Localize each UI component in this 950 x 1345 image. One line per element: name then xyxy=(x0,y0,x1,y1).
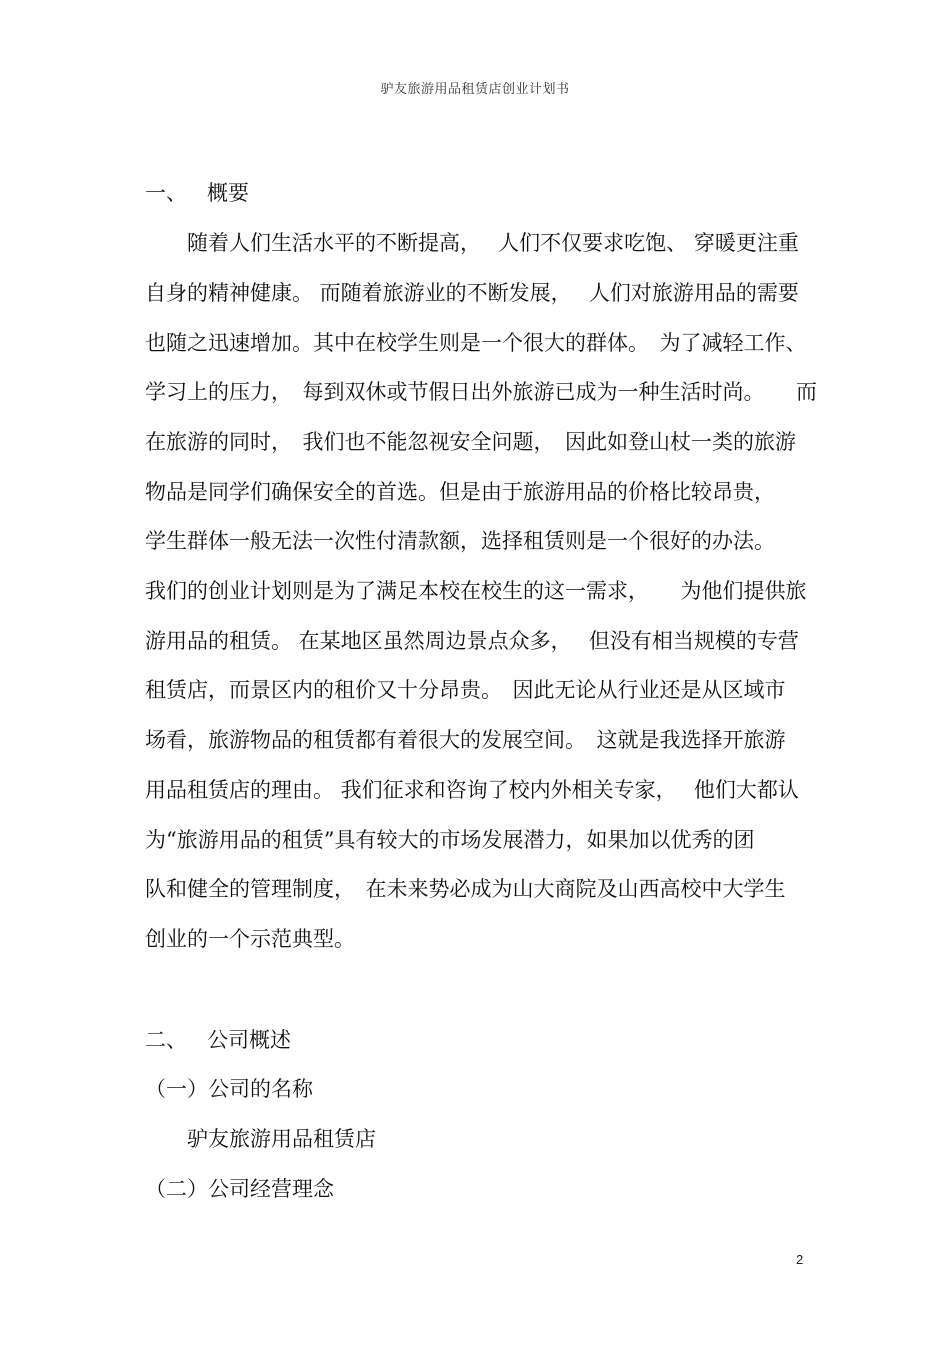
paragraph-line: 在旅游的同时， 我们也不能忽视安全问题， 因此如登山杖一类的旅游 xyxy=(145,430,796,454)
section-2-number: 二、 xyxy=(145,1028,187,1052)
section-1-title: 概要 xyxy=(207,181,249,205)
paragraph-line: 场看，旅游物品的租赁都有着很大的发展空间。 这就是我选择开旅游 xyxy=(145,728,786,752)
paragraph-line: 创业的一个示范典型。 xyxy=(145,927,355,951)
paragraph-line: 学习上的压力， 每到双休或节假日出外旅游已成为一种生活时尚。 而 xyxy=(145,380,817,404)
section-1-number: 一、 xyxy=(145,181,187,205)
paragraph-line: 自身的精神健康。 而随着旅游业的不断发展， 人们对旅游用品的需要 xyxy=(145,281,799,305)
paragraph-line: 为“旅游用品的租赁”具有较大的市场发展潜力，如果加以优秀的团 xyxy=(145,828,755,852)
paragraph-line: 队和健全的管理制度， 在未来势必成为山大商院及山西高校中大学生 xyxy=(145,877,786,901)
section-1-heading xyxy=(145,180,835,206)
subsection-title: （一）公司的名称 xyxy=(145,1077,313,1101)
subsection-title: （二）公司经营理念 xyxy=(145,1177,334,1201)
company-name: 驴友旅游用品租赁店 xyxy=(187,1127,376,1151)
paragraph-line: 我们的创业计划则是为了满足本校在校生的这一需求， 为他们提供旅 xyxy=(145,579,807,603)
paragraph-line: 随着人们生活水平的不断提高， 人们不仅要求吃饱、 穿暖更注重 xyxy=(187,231,799,255)
paragraph-line: 物品是同学们确保安全的首选。但是由于旅游用品的价格比较昂贵， xyxy=(145,480,775,504)
section-2-heading xyxy=(145,1027,835,1053)
section-2-title: 公司概述 xyxy=(207,1028,291,1052)
paragraph-line: 游用品的租赁。 在某地区虽然周边景点众多， 但没有相当规模的专营 xyxy=(145,629,799,653)
page-number: 2 xyxy=(796,1252,804,1267)
paragraph-line: 学生群体一般无法一次性付清款额，选择租赁则是一个很好的办法。 xyxy=(145,529,775,553)
paragraph-line: 用品租赁店的理由。 我们征求和咨询了校内外相关专家， 他们大都认 xyxy=(145,778,799,802)
paragraph-line: 租赁店，而景区内的租价又十分昂贵。 因此无论从行业还是从区域市 xyxy=(145,678,786,702)
running-header: 驴友旅游用品租赁店创业计划书 xyxy=(380,82,570,97)
paragraph-line: 也随之迅速增加。其中在校学生则是一个很大的群体。 为了减轻工作、 xyxy=(145,331,807,355)
